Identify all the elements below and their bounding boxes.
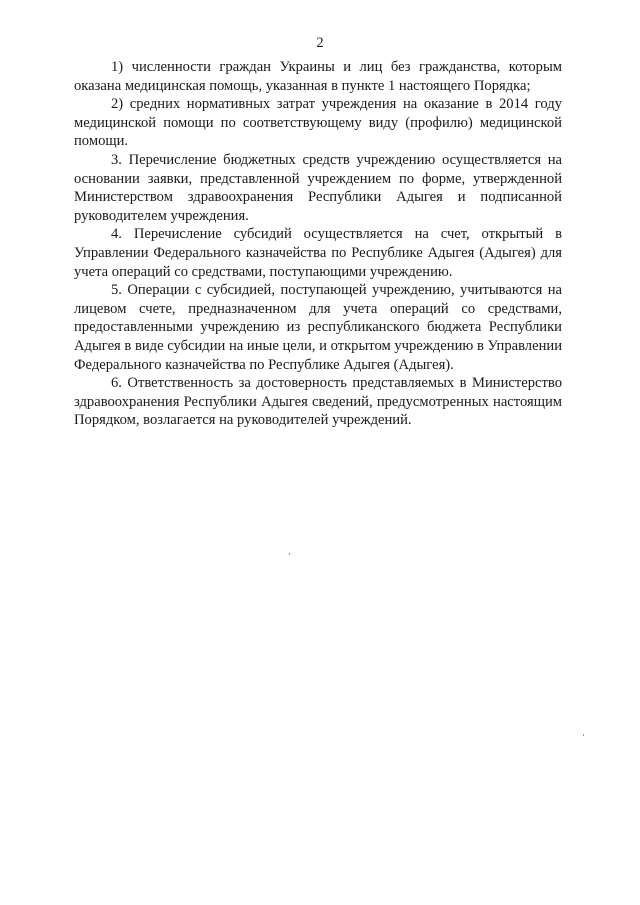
paragraph-normative-costs: 2) средних нормативных затрат учреждения на оказание в 2014 году медицинской помощи по соответствующему виду (профилю) медицинской помощи. <box>74 96 562 150</box>
paragraph-6-responsibility: 6. Ответственность за достоверность представляемых в Министерство здравоохранения Республики Адыгея сведений, предусмотренных настоящим Порядком, возлагается на руководителей учреждений. <box>74 375 562 429</box>
document-body <box>74 58 562 430</box>
paragraph-4-subsidy-account: 4. Перечисление субсидий осуществляется на счет, открытый в Управлении Федерального казначейства по Республике Адыгея (Адыгея) для учета операций со средствами, поступающими учреждению. <box>74 226 562 280</box>
page-number: 2 <box>316 35 324 51</box>
paragraph-count-of-citizens: 1) численности граждан Украины и лиц без гражданства, которым оказана медицинская помощь, указанная в пункте 1 настоящего Порядка; <box>74 59 562 94</box>
scan-speck <box>289 553 290 555</box>
paragraph-3-budget-transfer: 3. Перечисление бюджетных средств учреждению осуществляется на основании заявки, представленной учреждением по форме, утвержденной Министерством здравоохранения Республики Адыгея и подписанной руководителем учреждения. <box>74 151 562 224</box>
paragraph-5-subsidy-operations: 5. Операции с субсидией, поступающей учреждению, учитываются на лицевом счете, предназначенном для учета операций со средствами, предоставленными учреждению из республиканского бюджета Республики Адыгея в виде субсидии на иные цели, и открытом учреждению в Управлении Федерального казначейства по Республике Адыгея (Адыгея). <box>74 282 562 373</box>
scan-speck <box>583 734 584 736</box>
